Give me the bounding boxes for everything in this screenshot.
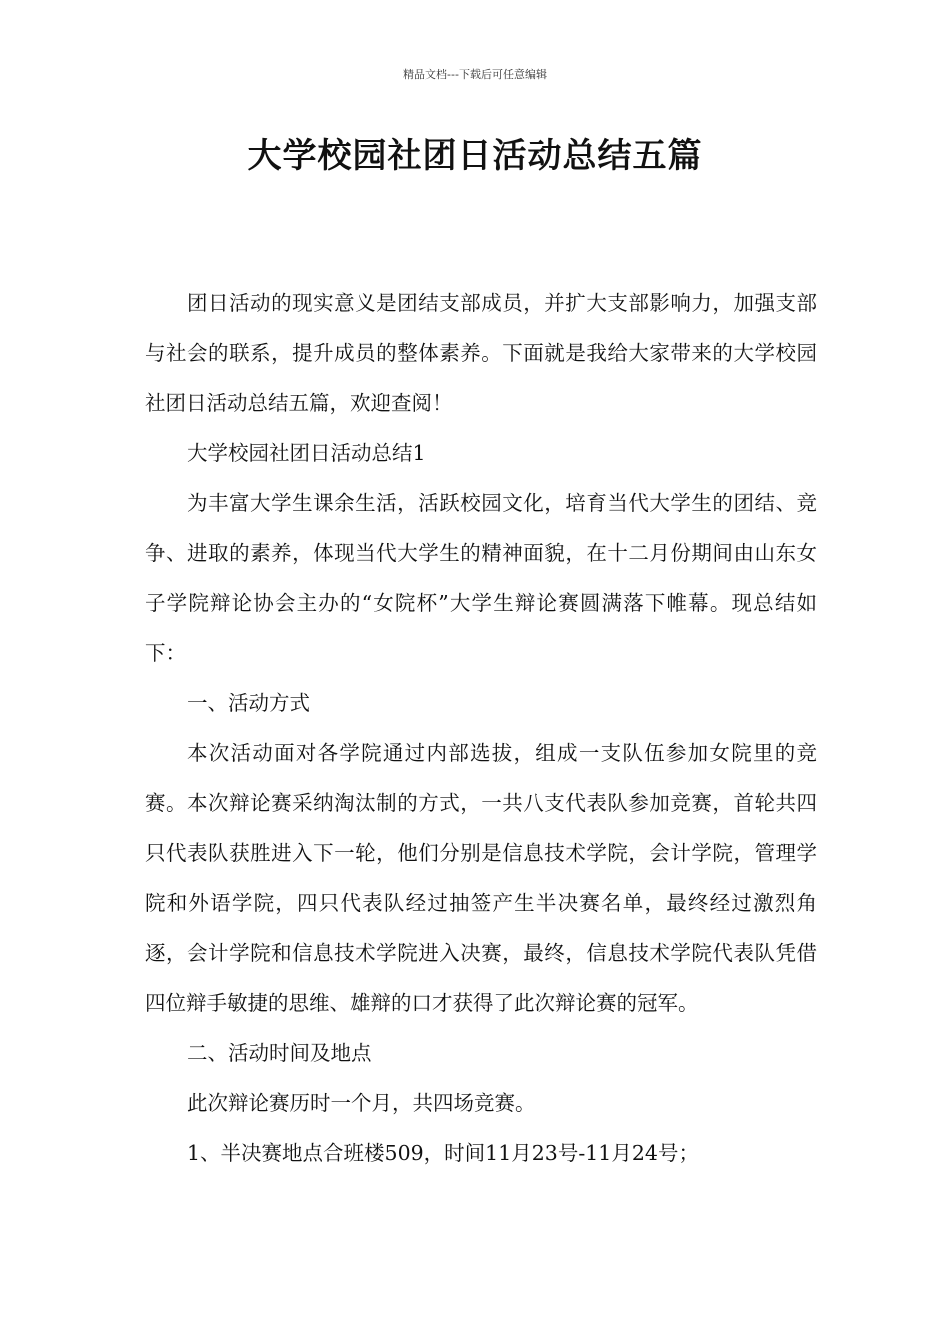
semifinal-item: 1、半决赛地点合班楼509，时间11月23号-11月24号； [187, 1141, 699, 1165]
subheading-time-location: 二、活动时间及地点 [187, 1041, 372, 1065]
document-body [145, 278, 817, 1178]
activity-format-paragraph: 本次活动面对各学院通过内部选拔，组成一支队伍参加女院里的竞赛。本次辩论赛采纳淘汰制的方式，一共八支代表队参加竞赛，首轮共四只代表队获胜进入下一轮，他们分别是信息技术学院，会计学院，管理学院和外语学院，四只代表队经过抽签产生半决赛名单，最终经过激烈角逐，会计学院和信息技术学院进入决赛，最终，信息技术学院代表队凭借四位辩手敏捷的思维、雄辩的口才获得了此次辩论赛的冠军。 [145, 741, 817, 1015]
subheading-activity-format: 一、活动方式 [187, 691, 310, 715]
section-heading-summary-1: 大学校园社团日活动总结1 [187, 441, 426, 465]
header-note: 精品文档---下载后可任意编辑 [403, 68, 547, 81]
document-title: 大学校园社团日活动总结五篇 [247, 136, 703, 176]
intro-paragraph: 团日活动的现实意义是团结支部成员，并扩大支部影响力，加强支部与社会的联系，提升成员的整体素养。下面就是我给大家带来的大学校园社团日活动总结五篇，欢迎查阅！ [145, 291, 817, 415]
time-location-paragraph: 此次辩论赛历时一个月，共四场竞赛。 [187, 1091, 536, 1115]
background-paragraph: 为丰富大学生课余生活，活跃校园文化，培育当代大学生的团结、竞争、进取的素养，体现当代大学生的精神面貌，在十二月份期间由山东女子学院辩论协会主办的“女院杯”大学生辩论赛圆满落下帷幕。现总结如下： [145, 491, 817, 665]
